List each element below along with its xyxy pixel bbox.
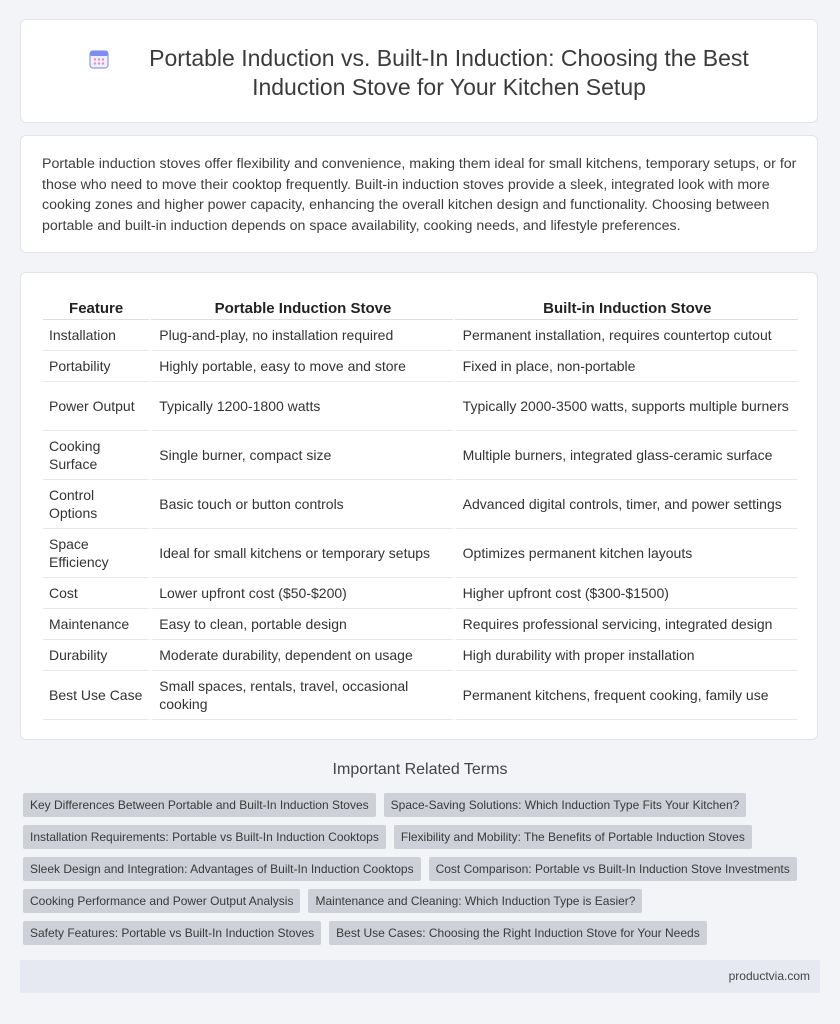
- portable-cell: Easy to clean, portable design: [149, 609, 452, 640]
- comparison-card: [20, 272, 818, 740]
- table-header-row: [43, 296, 798, 320]
- feature-cell: Space Efficiency: [43, 529, 149, 578]
- header-portable: Portable Induction Stove: [149, 296, 452, 320]
- portable-cell: Ideal for small kitchens or temporary setups: [149, 529, 452, 578]
- feature-cell: Installation: [43, 320, 149, 351]
- portable-cell: Plug-and-play, no installation required: [149, 320, 452, 351]
- portable-cell: Highly portable, easy to move and store: [149, 351, 452, 382]
- built-in-cell: Typically 2000-3500 watts, supports multiple burners: [453, 382, 798, 431]
- table-row: [43, 578, 798, 609]
- portable-cell: Basic touch or button controls: [149, 480, 452, 529]
- related-terms-title: Important Related Terms: [332, 761, 508, 778]
- table-row: [43, 431, 798, 480]
- table-row: [43, 640, 798, 671]
- title-card: [20, 19, 818, 123]
- built-in-cell: Optimizes permanent kitchen layouts: [453, 529, 798, 578]
- feature-cell: Power Output: [43, 382, 149, 431]
- built-in-cell: Requires professional servicing, integrated design: [453, 609, 798, 640]
- related-term-tag[interactable]: Safety Features: Portable vs Built-In Induction Stoves: [23, 921, 321, 945]
- footer-site-link[interactable]: productvia.com: [728, 969, 810, 983]
- built-in-cell: Permanent installation, requires countertop cutout: [453, 320, 798, 351]
- related-term-tag[interactable]: Cost Comparison: Portable vs Built-In Induction Stove Investments: [429, 857, 797, 881]
- portable-cell: Small spaces, rentals, travel, occasional cooking: [149, 671, 452, 720]
- built-in-cell: Higher upfront cost ($300-$1500): [453, 578, 798, 609]
- feature-cell: Cooking Surface: [43, 431, 149, 480]
- built-in-cell: Multiple burners, integrated glass-ceramic surface: [453, 431, 798, 480]
- header-feature: Feature: [43, 296, 149, 320]
- feature-cell: Portability: [43, 351, 149, 382]
- table-row: [43, 351, 798, 382]
- built-in-cell: Advanced digital controls, timer, and power settings: [453, 480, 798, 529]
- table-row: [43, 529, 798, 578]
- related-term-tag[interactable]: Installation Requirements: Portable vs Built-In Induction Cooktops: [23, 825, 386, 849]
- portable-cell: Lower upfront cost ($50-$200): [149, 578, 452, 609]
- related-terms-list: [23, 793, 813, 953]
- portable-cell: Typically 1200-1800 watts: [149, 382, 452, 431]
- related-term-tag[interactable]: Flexibility and Mobility: The Benefits of Portable Induction Stoves: [394, 825, 752, 849]
- footer-bar: [20, 960, 820, 993]
- table-row: [43, 480, 798, 529]
- related-term-tag[interactable]: Key Differences Between Portable and Built-In Induction Stoves: [23, 793, 376, 817]
- comparison-table: [43, 296, 798, 720]
- calendar-icon: [88, 48, 110, 70]
- page-title: Portable Induction vs. Built-In Induction: Choosing the Best Induction Stove for Your Kitchen Setup: [149, 45, 749, 100]
- related-term-tag[interactable]: Sleek Design and Integration: Advantages of Built-In Induction Cooktops: [23, 857, 421, 881]
- related-term-tag[interactable]: Space-Saving Solutions: Which Induction Type Fits Your Kitchen?: [384, 793, 747, 817]
- table-row: [43, 671, 798, 720]
- portable-cell: Single burner, compact size: [149, 431, 452, 480]
- related-term-tag[interactable]: Best Use Cases: Choosing the Right Induction Stove for Your Needs: [329, 921, 707, 945]
- feature-cell: Durability: [43, 640, 149, 671]
- feature-cell: Best Use Case: [43, 671, 149, 720]
- portable-cell: Moderate durability, dependent on usage: [149, 640, 452, 671]
- intro-card: [20, 135, 818, 253]
- table-row: [43, 320, 798, 351]
- header-built-in: Built-in Induction Stove: [453, 296, 798, 320]
- built-in-cell: Fixed in place, non-portable: [453, 351, 798, 382]
- built-in-cell: Permanent kitchens, frequent cooking, family use: [453, 671, 798, 720]
- feature-cell: Cost: [43, 578, 149, 609]
- feature-cell: Control Options: [43, 480, 149, 529]
- feature-cell: Maintenance: [43, 609, 149, 640]
- related-term-tag[interactable]: Maintenance and Cleaning: Which Induction Type is Easier?: [308, 889, 642, 913]
- table-row: [43, 382, 798, 431]
- table-row: [43, 609, 798, 640]
- built-in-cell: High durability with proper installation: [453, 640, 798, 671]
- intro-paragraph: Portable induction stoves offer flexibility and convenience, making them ideal for small kitchens, temporary setups, or for those who need to move their cooktop frequently. Built-in induction stoves provide a sleek, integrated look with more cooking zones and higher power capacity, enhancing the overall kitchen design and functionality. Choosing between portable and built-in induction depends on space availability, cooking needs, and lifestyle preferences.: [42, 156, 797, 234]
- related-term-tag[interactable]: Cooking Performance and Power Output Analysis: [23, 889, 300, 913]
